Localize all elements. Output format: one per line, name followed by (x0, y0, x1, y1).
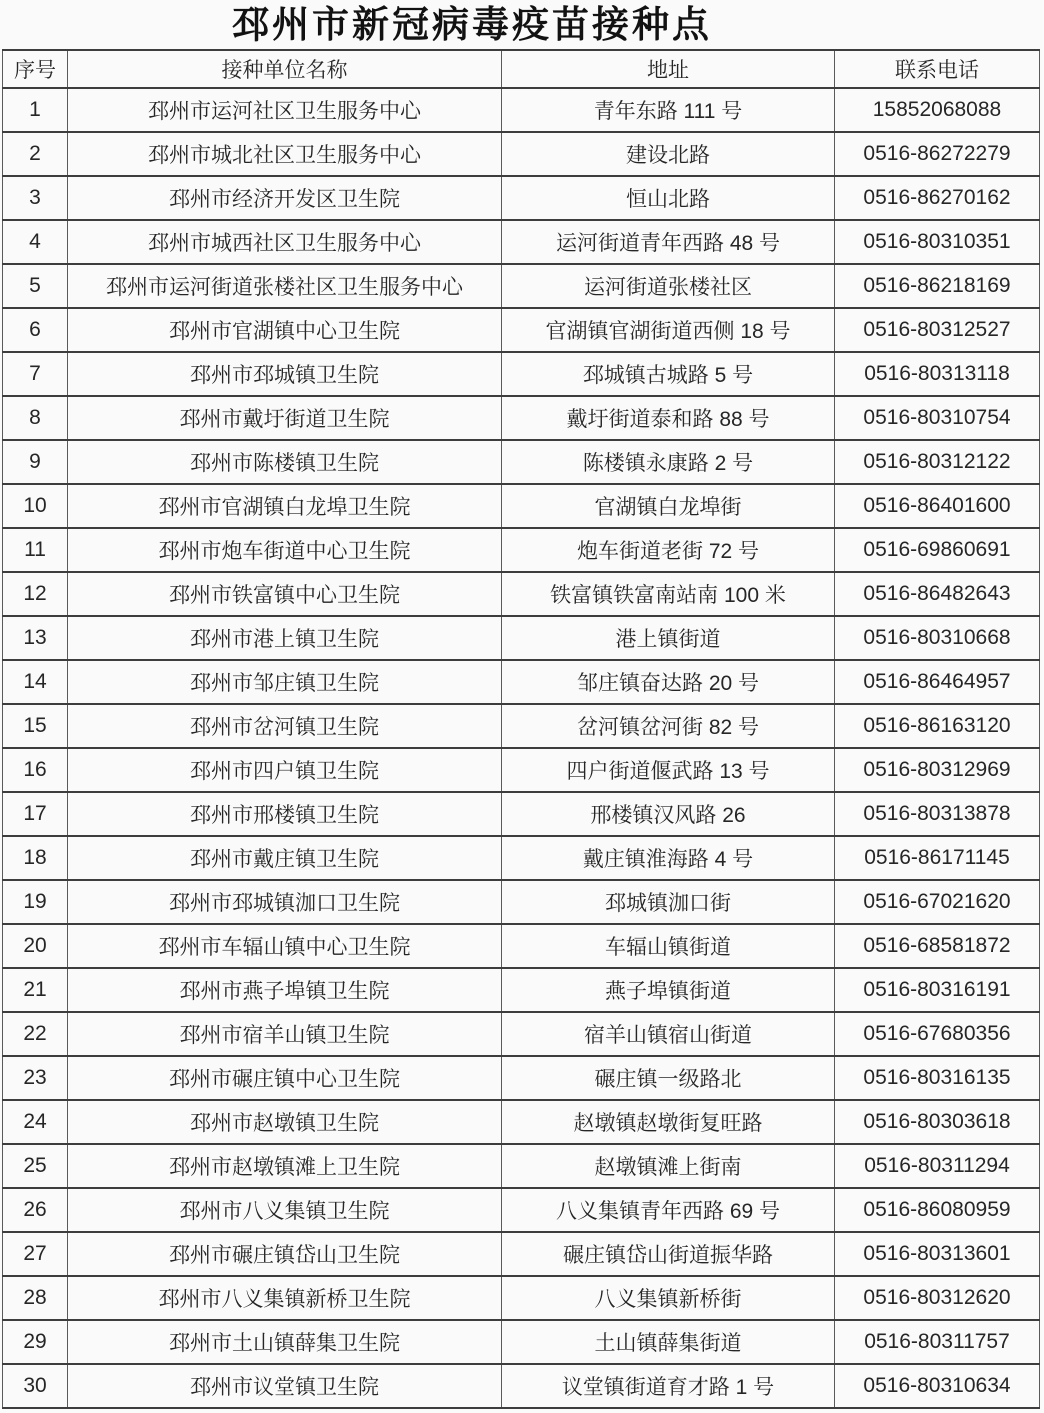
address-cell: 邹庄镇奋达路 20 号 (502, 660, 835, 704)
phone-cell: 0516-80312122 (835, 440, 1040, 484)
phone-cell: 0516-67680356 (835, 1012, 1040, 1056)
row-number-cell: 6 (3, 308, 68, 352)
row-number-cell: 17 (3, 792, 68, 836)
table-row (3, 1276, 1040, 1320)
phone-cell: 0516-80313118 (835, 352, 1040, 396)
unit-name-cell: 邳州市城北社区卫生服务中心 (68, 132, 502, 176)
page-title: 邳州市新冠病毒疫苗接种点 (232, 4, 712, 45)
address-cell: 土山镇薛集街道 (502, 1320, 835, 1364)
table-row (3, 264, 1040, 308)
address-cell: 车辐山镇街道 (502, 924, 835, 968)
address-cell: 岔河镇岔河街 82 号 (502, 704, 835, 748)
row-number-cell: 12 (3, 572, 68, 616)
table-row (3, 1056, 1040, 1100)
phone-cell: 0516-80303618 (835, 1100, 1040, 1144)
vaccination-sites-table (2, 49, 1040, 1409)
unit-name-cell: 邳州市港上镇卫生院 (68, 616, 502, 660)
address-cell: 邳城镇泇口街 (502, 880, 835, 924)
table-row (3, 1012, 1040, 1056)
address-cell: 官湖镇白龙埠街 (502, 484, 835, 528)
unit-name-cell: 邳州市邳城镇卫生院 (68, 352, 502, 396)
unit-name-cell: 邳州市邹庄镇卫生院 (68, 660, 502, 704)
phone-cell: 0516-80311294 (835, 1144, 1040, 1188)
row-number-cell: 14 (3, 660, 68, 704)
table-row (3, 704, 1040, 748)
phone-cell: 0516-86272279 (835, 132, 1040, 176)
row-number-cell: 9 (3, 440, 68, 484)
address-cell: 宿羊山镇宿山街道 (502, 1012, 835, 1056)
table-row (3, 836, 1040, 880)
address-cell: 运河街道青年西路 48 号 (502, 220, 835, 264)
table-row (3, 528, 1040, 572)
phone-cell: 0516-86270162 (835, 176, 1040, 220)
table-row (3, 352, 1040, 396)
table-row (3, 924, 1040, 968)
table-row (3, 968, 1040, 1012)
phone-cell: 0516-80316135 (835, 1056, 1040, 1100)
address-cell: 八义集镇青年西路 69 号 (502, 1188, 835, 1232)
table-row (3, 1364, 1040, 1408)
unit-name-cell: 邳州市戴圩街道卫生院 (68, 396, 502, 440)
row-number-cell: 22 (3, 1012, 68, 1056)
unit-name-cell: 邳州市土山镇薛集卫生院 (68, 1320, 502, 1364)
phone-cell: 0516-86163120 (835, 704, 1040, 748)
phone-cell: 0516-86482643 (835, 572, 1040, 616)
address-cell: 燕子埠镇街道 (502, 968, 835, 1012)
table-row (3, 748, 1040, 792)
address-cell: 港上镇街道 (502, 616, 835, 660)
unit-name-cell: 邳州市碾庄镇岱山卫生院 (68, 1232, 502, 1276)
unit-name-cell: 邳州市城西社区卫生服务中心 (68, 220, 502, 264)
unit-name-cell: 邳州市运河社区卫生服务中心 (68, 88, 502, 132)
unit-name-cell: 邳州市燕子埠镇卫生院 (68, 968, 502, 1012)
row-number-cell: 29 (3, 1320, 68, 1364)
table-row (3, 792, 1040, 836)
table-row (3, 660, 1040, 704)
table-row (3, 396, 1040, 440)
address-cell: 邢楼镇汉风路 26 (502, 792, 835, 836)
phone-cell: 0516-80312527 (835, 308, 1040, 352)
unit-name-cell: 邳州市八义集镇卫生院 (68, 1188, 502, 1232)
address-cell: 戴圩街道泰和路 88 号 (502, 396, 835, 440)
row-number-cell: 11 (3, 528, 68, 572)
unit-name-cell: 邳州市议堂镇卫生院 (68, 1364, 502, 1408)
phone-cell: 0516-68581872 (835, 924, 1040, 968)
unit-name-cell: 邳州市赵墩镇滩上卫生院 (68, 1144, 502, 1188)
row-number-cell: 27 (3, 1232, 68, 1276)
header-row (3, 50, 1040, 88)
row-number-cell: 25 (3, 1144, 68, 1188)
row-number-cell: 15 (3, 704, 68, 748)
row-number-cell: 21 (3, 968, 68, 1012)
table-row (3, 1232, 1040, 1276)
row-number-cell: 4 (3, 220, 68, 264)
unit-name-cell: 邳州市官湖镇中心卫生院 (68, 308, 502, 352)
phone-cell: 0516-67021620 (835, 880, 1040, 924)
table-row (3, 1188, 1040, 1232)
unit-name-cell: 邳州市邳城镇泇口卫生院 (68, 880, 502, 924)
table-body (3, 88, 1040, 1408)
address-cell: 官湖镇官湖街道西侧 18 号 (502, 308, 835, 352)
table-row (3, 616, 1040, 660)
phone-cell: 0516-86171145 (835, 836, 1040, 880)
phone-cell: 0516-80310351 (835, 220, 1040, 264)
unit-name-cell: 邳州市碾庄镇中心卫生院 (68, 1056, 502, 1100)
unit-name-cell: 邳州市陈楼镇卫生院 (68, 440, 502, 484)
table-row (3, 880, 1040, 924)
phone-cell: 0516-86218169 (835, 264, 1040, 308)
header-cell-number: 序号 (3, 50, 68, 88)
table-row (3, 572, 1040, 616)
address-cell: 议堂镇街道育才路 1 号 (502, 1364, 835, 1408)
unit-name-cell: 邳州市经济开发区卫生院 (68, 176, 502, 220)
row-number-cell: 23 (3, 1056, 68, 1100)
header-cell-name: 接种单位名称 (68, 50, 502, 88)
unit-name-cell: 邳州市四户镇卫生院 (68, 748, 502, 792)
phone-cell: 0516-80312969 (835, 748, 1040, 792)
row-number-cell: 13 (3, 616, 68, 660)
row-number-cell: 3 (3, 176, 68, 220)
unit-name-cell: 邳州市戴庄镇卫生院 (68, 836, 502, 880)
phone-cell: 0516-86401600 (835, 484, 1040, 528)
table-row (3, 1144, 1040, 1188)
phone-cell: 0516-80316191 (835, 968, 1040, 1012)
row-number-cell: 2 (3, 132, 68, 176)
unit-name-cell: 邳州市邢楼镇卫生院 (68, 792, 502, 836)
row-number-cell: 8 (3, 396, 68, 440)
phone-cell: 0516-80310668 (835, 616, 1040, 660)
address-cell: 邳城镇古城路 5 号 (502, 352, 835, 396)
address-cell: 戴庄镇淮海路 4 号 (502, 836, 835, 880)
header-cell-phone: 联系电话 (835, 50, 1040, 88)
row-number-cell: 5 (3, 264, 68, 308)
phone-cell: 0516-86080959 (835, 1188, 1040, 1232)
phone-cell: 0516-80311757 (835, 1320, 1040, 1364)
unit-name-cell: 邳州市宿羊山镇卫生院 (68, 1012, 502, 1056)
phone-cell: 0516-69860691 (835, 528, 1040, 572)
phone-cell: 0516-80313601 (835, 1232, 1040, 1276)
address-cell: 赵墩镇滩上街南 (502, 1144, 835, 1188)
row-number-cell: 1 (3, 88, 68, 132)
header-cell-address: 地址 (502, 50, 835, 88)
address-cell: 赵墩镇赵墩街复旺路 (502, 1100, 835, 1144)
address-cell: 建设北路 (502, 132, 835, 176)
address-cell: 恒山北路 (502, 176, 835, 220)
table-row (3, 440, 1040, 484)
table-row (3, 1320, 1040, 1364)
unit-name-cell: 邳州市八义集镇新桥卫生院 (68, 1276, 502, 1320)
unit-name-cell: 邳州市岔河镇卫生院 (68, 704, 502, 748)
row-number-cell: 16 (3, 748, 68, 792)
phone-cell: 0516-80312620 (835, 1276, 1040, 1320)
row-number-cell: 18 (3, 836, 68, 880)
unit-name-cell: 邳州市车辐山镇中心卫生院 (68, 924, 502, 968)
address-cell: 炮车街道老街 72 号 (502, 528, 835, 572)
table-row (3, 1100, 1040, 1144)
unit-name-cell: 邳州市运河街道张楼社区卫生服务中心 (68, 264, 502, 308)
table-row (3, 484, 1040, 528)
unit-name-cell: 邳州市铁富镇中心卫生院 (68, 572, 502, 616)
row-number-cell: 30 (3, 1364, 68, 1408)
table-row (3, 220, 1040, 264)
table-row (3, 308, 1040, 352)
table-row (3, 132, 1040, 176)
row-number-cell: 28 (3, 1276, 68, 1320)
phone-cell: 15852068088 (835, 88, 1040, 132)
row-number-cell: 26 (3, 1188, 68, 1232)
row-number-cell: 10 (3, 484, 68, 528)
unit-name-cell: 邳州市官湖镇白龙埠卫生院 (68, 484, 502, 528)
row-number-cell: 24 (3, 1100, 68, 1144)
address-cell: 铁富镇铁富南站南 100 米 (502, 572, 835, 616)
address-cell: 八义集镇新桥街 (502, 1276, 835, 1320)
phone-cell: 0516-86464957 (835, 660, 1040, 704)
row-number-cell: 19 (3, 880, 68, 924)
table-row (3, 176, 1040, 220)
address-cell: 四户街道偃武路 13 号 (502, 748, 835, 792)
phone-cell: 0516-80313878 (835, 792, 1040, 836)
phone-cell: 0516-80310754 (835, 396, 1040, 440)
address-cell: 运河街道张楼社区 (502, 264, 835, 308)
address-cell: 碾庄镇岱山街道振华路 (502, 1232, 835, 1276)
address-cell: 碾庄镇一级路北 (502, 1056, 835, 1100)
row-number-cell: 20 (3, 924, 68, 968)
unit-name-cell: 邳州市炮车街道中心卫生院 (68, 528, 502, 572)
unit-name-cell: 邳州市赵墩镇卫生院 (68, 1100, 502, 1144)
table-row (3, 88, 1040, 132)
address-cell: 青年东路 111 号 (502, 88, 835, 132)
phone-cell: 0516-80310634 (835, 1364, 1040, 1408)
row-number-cell: 7 (3, 352, 68, 396)
address-cell: 陈楼镇永康路 2 号 (502, 440, 835, 484)
